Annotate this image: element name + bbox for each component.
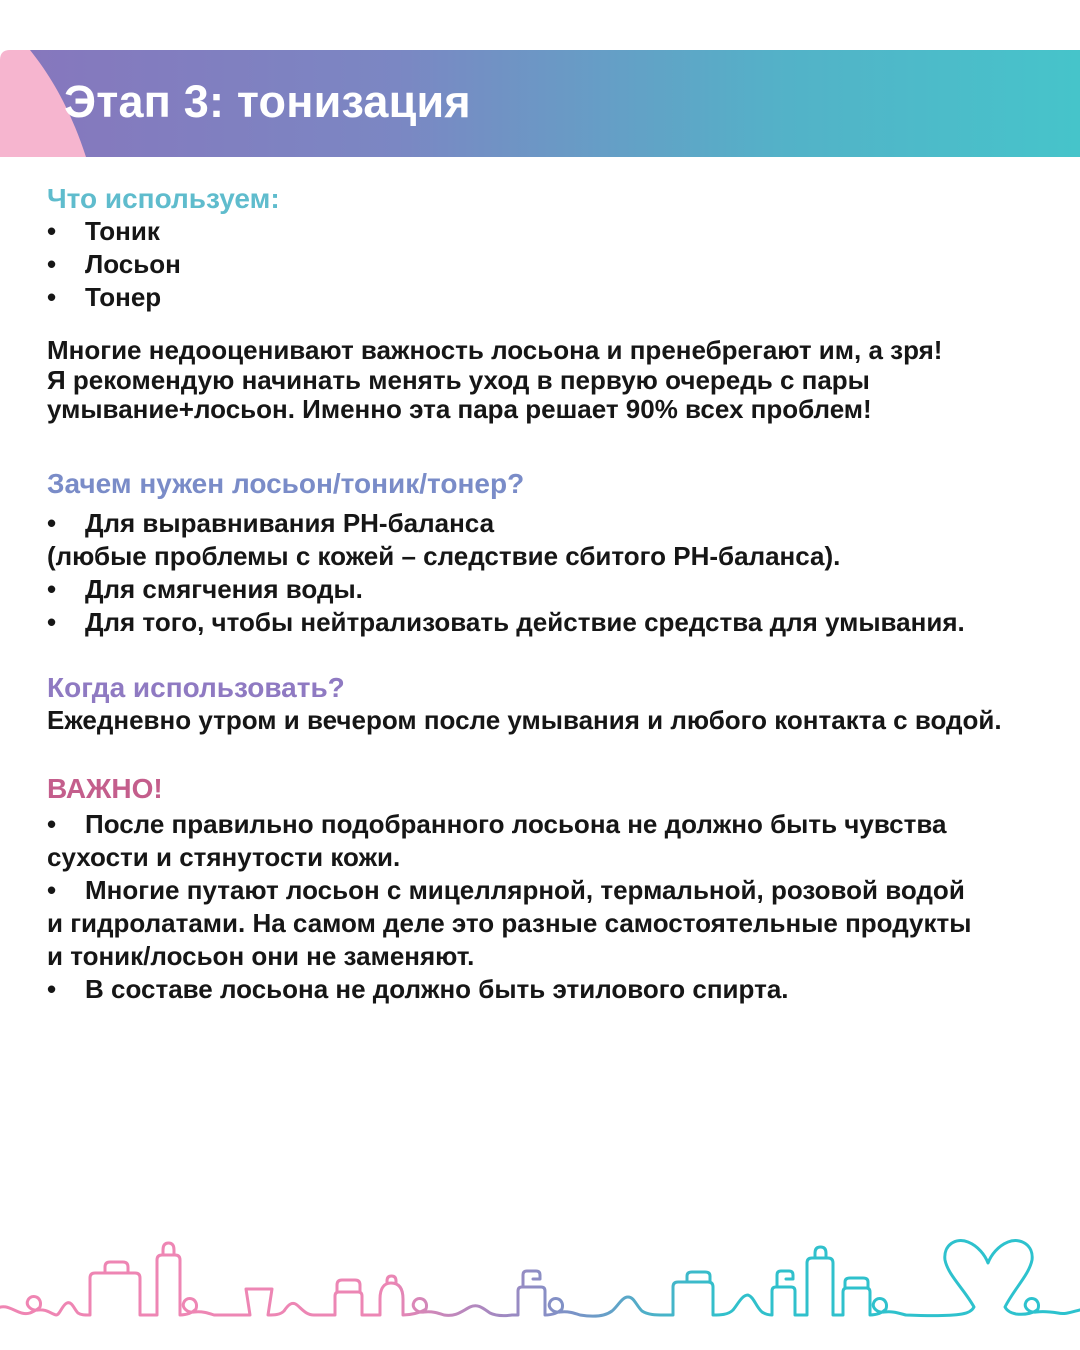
list-item xyxy=(47,215,1060,248)
list-item xyxy=(47,281,1060,314)
text-line xyxy=(47,704,1060,737)
bullet-dot: • xyxy=(47,282,57,312)
list-item-text: сухости и стянутости кожи. xyxy=(47,842,401,872)
list-item-text: Для смягчения воды. xyxy=(85,574,363,604)
text-line-content: умывание+лосьон. Именно эта пара решает 90% всех проблем! xyxy=(47,394,872,424)
header-banner xyxy=(0,50,1080,157)
bottle-cap-icon xyxy=(105,1262,128,1273)
bullet-dot: • xyxy=(47,974,57,1004)
list-item xyxy=(47,573,1060,606)
list-item-text: (любые проблемы с кожей – следствие сбитого PH-баланса). xyxy=(47,541,841,571)
text-line xyxy=(47,366,1060,396)
list-item-continuation xyxy=(47,841,1060,874)
text-line xyxy=(47,336,1060,366)
list-item-text: Для того, чтобы нейтрализовать действие средства для умывания. xyxy=(85,607,965,637)
text-line-content: Многие недооценивают важность лосьона и пренебрегают им, а зря! xyxy=(47,335,943,365)
bullet-dot: • xyxy=(47,508,57,538)
list-item-text: Многие путают лосьон с мицеллярной, термальной, розовой водой xyxy=(85,875,965,905)
list-item-continuation xyxy=(47,907,1060,940)
list-item xyxy=(47,507,1060,540)
pump-spout-icon xyxy=(523,1271,540,1287)
list-item-text: Лосьон xyxy=(85,249,181,279)
list-item-text: и тоник/лосьон они не заменяют. xyxy=(47,941,475,971)
section-heading-why-needed: Зачем нужен лосьон/тоник/тонер? xyxy=(47,468,525,499)
section-important xyxy=(47,772,1060,1006)
list-item-text: и гидролатами. На самом деле это разные самостоятельные продукты xyxy=(47,908,972,938)
section-when-to-use xyxy=(47,671,1060,737)
text-line xyxy=(47,395,1060,425)
bullet-dot: • xyxy=(47,249,57,279)
list-item-continuation xyxy=(47,940,1060,973)
list-item xyxy=(47,606,1060,639)
list-item-text: После правильно подобранного лосьона не должно быть чувства xyxy=(85,809,947,839)
list-item-text: Тоник xyxy=(85,216,160,246)
bullet-dot: • xyxy=(47,574,57,604)
bullet-dot: • xyxy=(47,216,57,246)
why-list xyxy=(47,507,1060,639)
list-item-text: Тонер xyxy=(85,282,162,312)
page-title: Этап 3: тонизация xyxy=(64,75,471,127)
text-line-content: Ежедневно утром и вечером после умывания и любого контакта с водой. xyxy=(47,705,1002,735)
bullet-dot: • xyxy=(47,875,57,905)
intro-paragraph xyxy=(47,336,1060,425)
section-heading-when-to-use: Когда использовать? xyxy=(47,672,345,703)
jar-lid-icon xyxy=(337,1280,360,1292)
section-heading-what-we-use: Что используем: xyxy=(47,183,280,214)
section-why-needed xyxy=(47,467,1060,639)
bullet-dot: • xyxy=(47,809,57,839)
list-item-continuation xyxy=(47,540,1060,573)
section-heading-important: ВАЖНО! xyxy=(47,773,163,804)
bullet-dot: • xyxy=(47,607,57,637)
list-item xyxy=(47,973,1060,1006)
text-line-content: Я рекомендую начинать менять уход в первую очередь с пары xyxy=(47,364,870,395)
bottle-dome-cap-icon xyxy=(815,1247,826,1258)
list-item xyxy=(47,248,1060,281)
skincare-bottles-heart-line-art xyxy=(0,1225,1080,1335)
section-what-we-use xyxy=(47,182,1060,314)
bottle-dome-cap-icon xyxy=(163,1243,174,1255)
list-item xyxy=(47,808,1060,841)
list-item-text: В составе лосьона не должно быть этилового спирта. xyxy=(85,974,789,1004)
list-item xyxy=(47,874,1060,907)
pump-spout-icon xyxy=(777,1271,793,1287)
important-list xyxy=(47,808,1060,1006)
list-item-text: Для выравнивания PH-баланса xyxy=(85,508,495,538)
